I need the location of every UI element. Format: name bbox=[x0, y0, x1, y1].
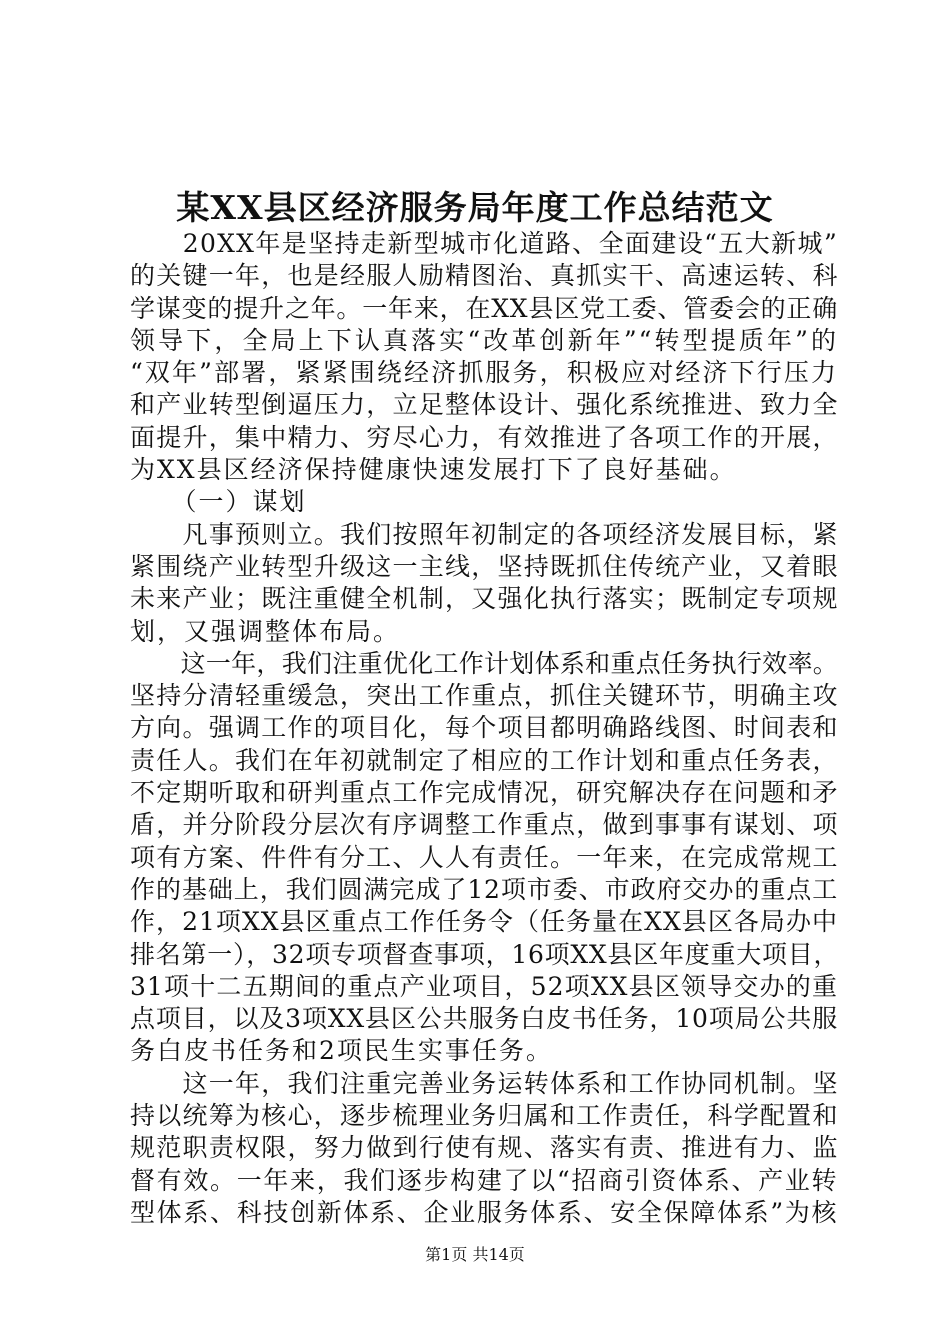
text-line: 作的基础上，我们圆满完成了12项市委、市政府交办的重点工 bbox=[130, 874, 838, 904]
text-line: 学谋变的提升之年。一年来，在XX县区党工委、管委会的正确 bbox=[130, 293, 838, 323]
text-line: 和产业转型倒逼压力，立足整体设计、强化系统推进、致力全 bbox=[130, 390, 839, 420]
text-line: 为XX县区经济保持健康快速发展打下了良好基础。 bbox=[130, 455, 737, 485]
text-line: 31项十二五期间的重点产业项目，52项XX县区领导交办的重 bbox=[130, 971, 838, 1001]
text-line: 型体系、科技创新体系、企业服务体系、安全保障体系”为核 bbox=[130, 1197, 838, 1227]
text-line: 这一年，我们注重优化工作计划体系和重点任务执行效率。 bbox=[130, 648, 838, 678]
text-line: 未来产业；既注重健全机制，又强化执行落实；既制定专项规 bbox=[130, 584, 839, 614]
text-line: 责任人。我们在年初就制定了相应的工作计划和重点任务表， bbox=[130, 745, 839, 775]
text-line: 划，又强调整体布局。 bbox=[130, 616, 401, 646]
text-line: 这一年，我们注重完善业务运转体系和工作协同机制。坚 bbox=[130, 1068, 839, 1098]
text-line: 点项目，以及3项XX县区公共服务白皮书任务，10项局公共服 bbox=[130, 1004, 838, 1034]
text-line: 领导下，全局上下认真落实“改革创新年”“转型提质年”的 bbox=[130, 325, 838, 355]
text-line: 坚持分清轻重缓急，突出工作重点，抓住关键环节，明确主攻 bbox=[130, 681, 839, 711]
text-line: 盾，并分阶段分层次有序调整工作重点，做到事事有谋划、项 bbox=[130, 810, 839, 840]
text-line: 不定期听取和研判重点工作完成情况，研究解决存在问题和矛 bbox=[130, 778, 839, 808]
text-line: 面提升，集中精力、穷尽心力，有效推进了各项工作的开展， bbox=[130, 422, 839, 452]
text-line: 20XX年是坚持走新型城市化道路、全面建设“五大新城” bbox=[130, 229, 838, 258]
text-line: 务白皮书任务和2项民生实事任务。 bbox=[130, 1036, 553, 1066]
text-line: 持以统筹为核心，逐步梳理业务归属和工作责任，科学配置和 bbox=[130, 1101, 839, 1131]
text-line: “双年”部署，紧紧围绕经济抓服务，积极应对经济下行压力 bbox=[130, 358, 838, 388]
text-line: 紧围绕产业转型升级这一主线，坚持既抓住传统产业，又着眼 bbox=[130, 551, 839, 581]
text-line: 的关键一年，也是经服人励精图治、真抓实干、高速运转、科 bbox=[130, 261, 839, 291]
text-line: 排名第一），32项专项督查事项，16项XX县区年度重大项目， bbox=[130, 939, 840, 969]
text-line: 规范职责权限，努力做到行使有规、落实有责、推进有力、监 bbox=[130, 1133, 839, 1163]
section-heading: （一）谋划 bbox=[130, 487, 307, 517]
page-footer: 第1页 共14页 bbox=[425, 1245, 525, 1264]
text-line: 作，21项XX县区重点工作任务令（任务量在XX县区各局办中 bbox=[130, 907, 838, 937]
text-line: 督有效。一年来，我们逐步构建了以“招商引资体系、产业转 bbox=[130, 1165, 838, 1195]
text-line: 凡事预则立。我们按照年初制定的各项经济发展目标，紧 bbox=[130, 519, 839, 549]
document-body bbox=[130, 228, 838, 1229]
document-title: 某XX县区经济服务局年度工作总结范文 bbox=[176, 188, 774, 227]
text-line: 方向。强调工作的项目化，每个项目都明确路线图、时间表和 bbox=[130, 713, 839, 743]
text-line: 项有方案、件件有分工、人人有责任。一年来，在完成常规工 bbox=[130, 842, 839, 872]
